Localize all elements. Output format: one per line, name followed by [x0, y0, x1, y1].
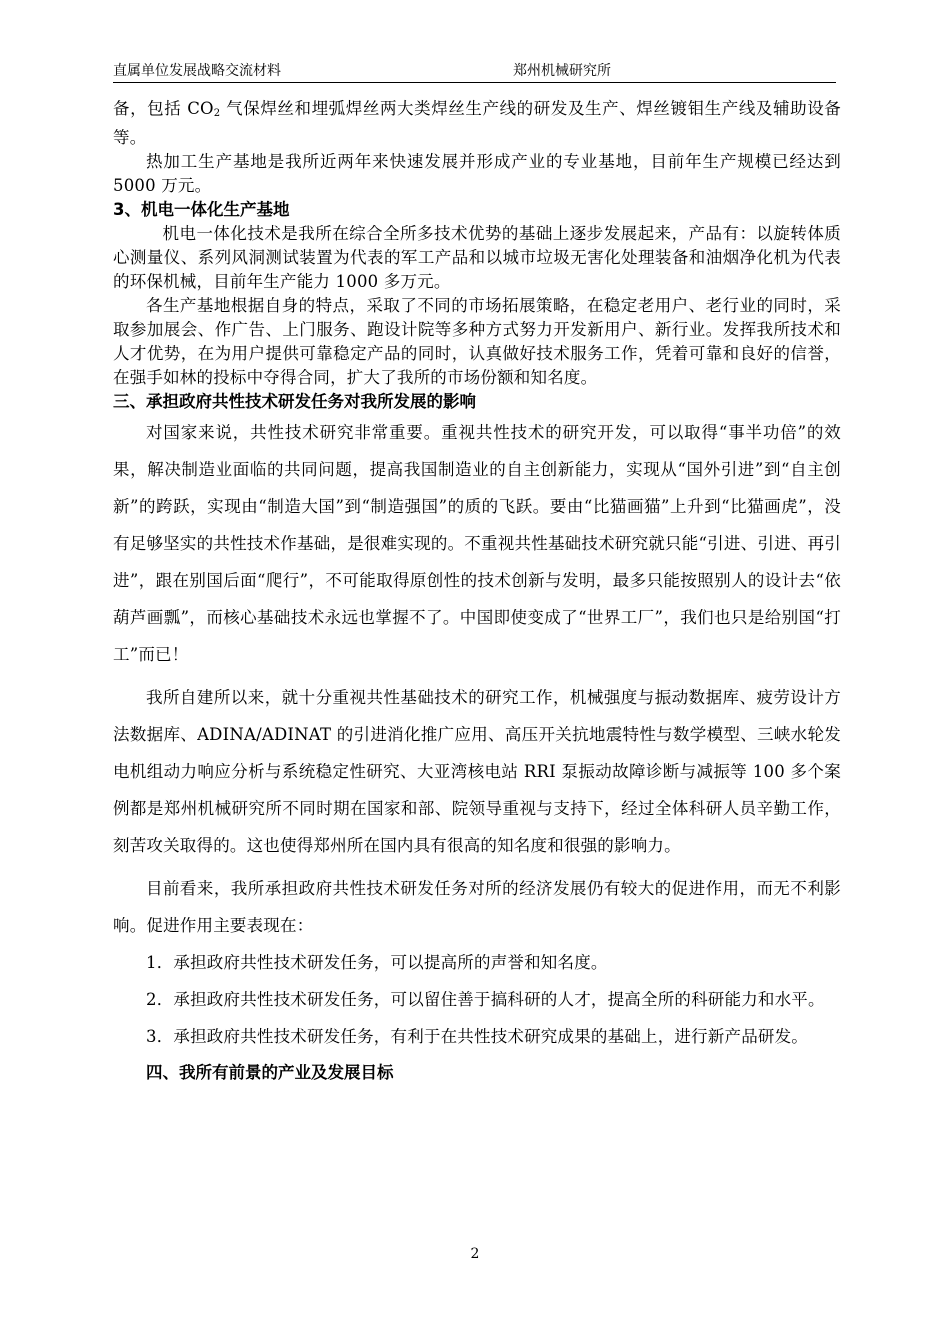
paragraph-current-effect: 目前看来，我所承担政府共性技术研发任务对所的经济发展仍有较大的促进作用，而无不利影响。促进作用主要表现在：	[113, 879, 841, 935]
list-item-2: 2．承担政府共性技术研发任务，可以留住善于搞科研的人才，提高全所的科研能力和水平。	[146, 990, 825, 1009]
heading-section-three: 三、承担政府共性技术研发任务对我所发展的影响	[113, 392, 476, 411]
page-header	[113, 62, 836, 83]
heading-mechatronics-base: 3、机电一体化生产基地	[113, 200, 290, 219]
heading-section-four: 四、我所有前景的产业及发展目标	[146, 1063, 394, 1082]
paragraph-institute-history: 我所自建所以来，就十分重视共性基础技术的研究工作，机械强度与振动数据库、疲劳设计方法数据库、ADINA/ADINAT 的引进消化推广应用、高压开关抗地震特性与数学模型、三峡水轮发电机组动力响应分析与系统稳定性研究、大亚湾核电站 RRI 泵振动故障诊断与减振等 100 多个案例都是郑州机械研究所不同时期在国家和部、院领导重视与支持下，经过全体科研人员辛勤工作，刻苦攻关取得的。这也使得郑州所在国内具有很高的知名度和很强的影响力。	[113, 688, 841, 855]
page-number: 2	[470, 1246, 480, 1262]
header-left-title: 直属单位发展战略交流材料	[113, 63, 281, 79]
document-body	[113, 97, 841, 1085]
paragraph-continuation: 备，包括 $CO_2$ 气保焊丝和埋弧焊丝两大类焊丝生产线的研发及生产、焊丝镀钼生产线及辅助设备等。	[113, 99, 841, 147]
list-item-1: 1．承担政府共性技术研发任务，可以提高所的声誉和知名度。	[146, 953, 608, 972]
paragraph-hot-processing: 热加工生产基地是我所近两年来快速发展并形成产业的专业基地，目前年生产规模已经达到 5000 万元。	[113, 152, 841, 195]
paragraph-mechatronics: 机电一体化技术是我所在综合全所多技术优势的基础上逐步发展起来，产品有：以旋转体质心测量仪、系列风洞测试装置为代表的军工产品和以城市垃圾无害化处理装备和油烟净化机为代表的环保机械，目前年生产能力 1000 多万元。	[113, 224, 841, 291]
header-right-title: 郑州机械研究所	[513, 63, 611, 79]
paragraph-national-importance: 对国家来说，共性技术研究非常重要。重视共性技术的研究开发，可以取得“事半功倍”的效果，解决制造业面临的共同问题，提高我国制造业的自主创新能力，实现从“国外引进”到“自主创新”的跨跃，实现由“制造大国”到“制造强国”的质的飞跃。要由“比猫画猫”上升到“比猫画虎”，没有足够坚实的共性技术作基础，是很难实现的。不重视共性基础技术研究就只能“引进、引进、再引进”，跟在别国后面“爬行”，不可能取得原创性的技术创新与发明，最多只能按照别人的设计去“依葫芦画瓢”，而核心基础技术永远也掌握不了。中国即使变成了“世界工厂”，我们也只是给别国“打工”而已！	[113, 423, 841, 664]
paragraph-market-strategy: 各生产基地根据自身的特点，采取了不同的市场拓展策略，在稳定老用户、老行业的同时，采取参加展会、作广告、上门服务、跑设计院等多种方式努力开发新用户、新行业。发挥我所技术和人才优势，在为用户提供可靠稳定产品的同时，认真做好技术服务工作，凭着可靠和良好的信誉，在强手如林的投标中夺得合同，扩大了我所的市场份额和知名度。	[113, 296, 841, 387]
list-item-3: 3．承担政府共性技术研发任务，有利于在共性技术研究成果的基础上，进行新产品研发。	[146, 1027, 808, 1046]
